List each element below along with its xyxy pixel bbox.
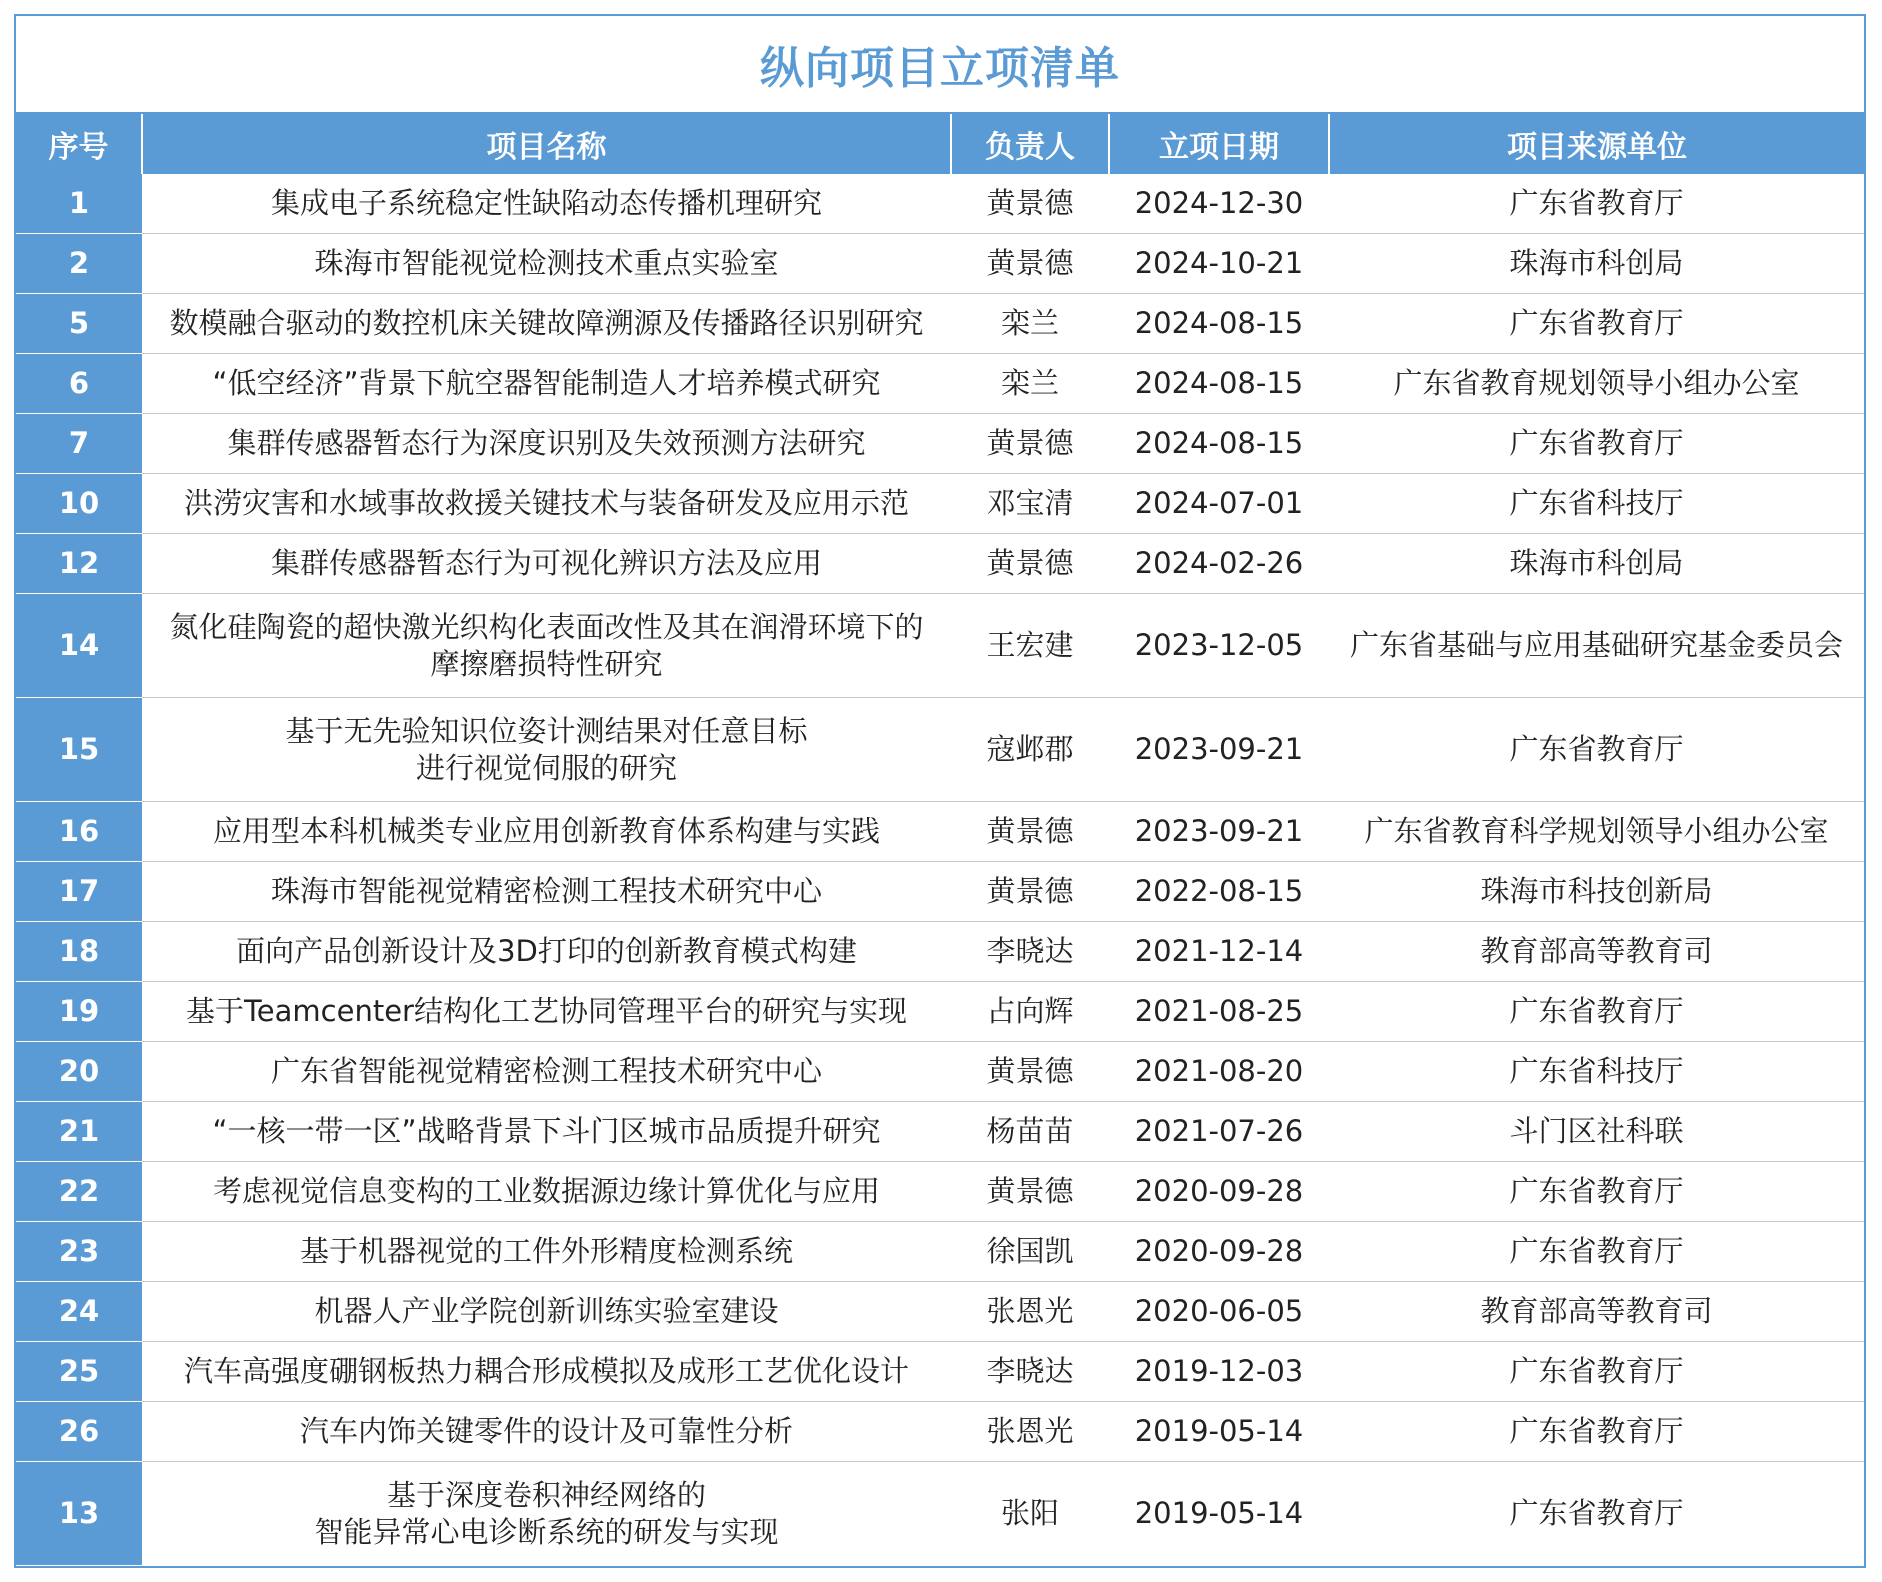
project-name-text: 机器人产业学院创新训练实验室建设 xyxy=(314,1294,779,1329)
column-header-date: 立项日期 xyxy=(1109,114,1329,174)
table-row xyxy=(16,234,1864,294)
project-table xyxy=(16,114,1864,1565)
project-source: 广东省教育厅 xyxy=(1329,1162,1864,1222)
row-index: 26 xyxy=(16,1402,142,1462)
project-name-text: 数模融合驱动的数控机床关键故障溯源及传播路径识别研究 xyxy=(169,306,924,341)
project-name-text: 应用型本科机械类专业应用创新教育体系构建与实践 xyxy=(212,814,880,849)
project-name xyxy=(142,1462,951,1566)
project-name xyxy=(142,534,951,594)
project-lead: 寇邺郡 xyxy=(951,698,1109,802)
project-name xyxy=(142,982,951,1042)
project-name-text: 珠海市智能视觉精密检测工程技术研究中心 xyxy=(270,874,822,909)
project-source: 珠海市科创局 xyxy=(1329,234,1864,294)
project-lead: 黄景德 xyxy=(951,234,1109,294)
row-index: 10 xyxy=(16,474,142,534)
row-index: 25 xyxy=(16,1342,142,1402)
project-lead: 李晓达 xyxy=(951,922,1109,982)
project-source: 广东省教育厅 xyxy=(1329,174,1864,234)
project-lead: 占向辉 xyxy=(951,982,1109,1042)
project-lead: 黄景德 xyxy=(951,1162,1109,1222)
table-row xyxy=(16,802,1864,862)
project-date: 2024-07-01 xyxy=(1109,474,1329,534)
project-source: 广东省教育厅 xyxy=(1509,1496,1684,1531)
row-index: 14 xyxy=(16,594,142,698)
project-lead: 黄景德 xyxy=(951,1042,1109,1102)
page-title: 纵向项目立项清单 xyxy=(760,43,1120,94)
project-name xyxy=(142,698,951,802)
project-lead: 王宏建 xyxy=(951,594,1109,698)
project-source: 教育部高等教育司 xyxy=(1329,1282,1864,1342)
table-header xyxy=(16,114,1864,174)
project-name xyxy=(142,1222,951,1282)
project-date: 2019-05-14 xyxy=(1109,1402,1329,1462)
project-date: 2021-08-25 xyxy=(1109,982,1329,1042)
project-lead: 栾兰 xyxy=(951,294,1109,354)
table-row xyxy=(16,862,1864,922)
row-index: 6 xyxy=(16,354,142,414)
table-body xyxy=(16,174,1864,1565)
project-name xyxy=(142,1282,951,1342)
row-index: 15 xyxy=(16,698,142,802)
project-name-text: 基于机器视觉的工件外形精度检测系统 xyxy=(299,1234,793,1269)
row-index: 2 xyxy=(16,234,142,294)
table-row xyxy=(16,534,1864,594)
project-lead: 邓宝清 xyxy=(951,474,1109,534)
table-row xyxy=(16,922,1864,982)
project-source: 珠海市科技创新局 xyxy=(1329,862,1864,922)
table-row xyxy=(16,1222,1864,1282)
table-row xyxy=(16,414,1864,474)
project-lead: 徐国凯 xyxy=(951,1222,1109,1282)
project-name xyxy=(142,294,951,354)
project-source: 广东省教育厅 xyxy=(1329,414,1864,474)
table-row xyxy=(16,1102,1864,1162)
project-source: 广东省教育厅 xyxy=(1329,294,1864,354)
table-row xyxy=(16,474,1864,534)
project-date: 2022-08-15 xyxy=(1109,862,1329,922)
project-name-text: 集成电子系统稳定性缺陷动态传播机理研究 xyxy=(270,186,822,221)
project-source: 教育部高等教育司 xyxy=(1329,922,1864,982)
project-source: 广东省科技厅 xyxy=(1329,474,1864,534)
project-name-text: “低空经济”背景下航空器智能制造人才培养模式研究 xyxy=(212,366,881,401)
project-date: 2019-12-03 xyxy=(1109,1342,1329,1402)
row-index: 22 xyxy=(16,1162,142,1222)
project-name-text: 集群传感器暂态行为深度识别及失效预测方法研究 xyxy=(227,426,866,461)
project-name xyxy=(142,1042,951,1102)
project-lead: 张阳 xyxy=(1000,1496,1059,1531)
project-name-text: 面向产品创新设计及3D打印的创新教育模式构建 xyxy=(236,934,857,969)
project-lead: 栾兰 xyxy=(951,354,1109,414)
project-lead: 杨苗苗 xyxy=(951,1102,1109,1162)
project-source: 广东省教育厅 xyxy=(1329,982,1864,1042)
project-date: 2024-08-15 xyxy=(1109,354,1329,414)
project-name xyxy=(142,1102,951,1162)
column-header-lead: 负责人 xyxy=(951,114,1109,174)
row-index: 17 xyxy=(16,862,142,922)
table-row xyxy=(16,354,1864,414)
project-name xyxy=(142,174,951,234)
row-index: 13 xyxy=(16,1462,142,1566)
project-date: 2021-08-20 xyxy=(1109,1042,1329,1102)
project-source: 广东省教育厅 xyxy=(1329,698,1864,802)
project-name-text: 洪涝灾害和水域事故救援关键技术与装备研发及应用示范 xyxy=(183,486,909,521)
table-row xyxy=(16,1462,1864,1566)
column-header-index: 序号 xyxy=(16,114,142,174)
project-name-text: 考虑视觉信息变构的工业数据源边缘计算优化与应用 xyxy=(212,1174,880,1209)
project-source: 斗门区社科联 xyxy=(1329,1102,1864,1162)
project-name-text: 基于无先验知识位姿计测结果对任意目标 进行视觉伺服的研究 xyxy=(285,714,808,785)
project-name-text: 集群传感器暂态行为可视化辨识方法及应用 xyxy=(270,546,822,581)
project-name-text: 汽车高强度硼钢板热力耦合形成模拟及成形工艺优化设计 xyxy=(183,1354,909,1389)
row-index: 5 xyxy=(16,294,142,354)
project-source: 广东省教育厅 xyxy=(1329,1402,1864,1462)
project-lead: 张恩光 xyxy=(951,1402,1109,1462)
project-date: 2021-12-14 xyxy=(1109,922,1329,982)
table-row xyxy=(16,698,1864,802)
column-header-source: 项目来源单位 xyxy=(1329,114,1864,174)
project-source: 广东省教育规划领导小组办公室 xyxy=(1329,354,1864,414)
project-lead: 黄景德 xyxy=(951,802,1109,862)
title-bar xyxy=(16,16,1864,114)
table-row xyxy=(16,294,1864,354)
project-date: 2023-09-21 xyxy=(1109,802,1329,862)
table-row xyxy=(16,174,1864,234)
project-date: 2021-07-26 xyxy=(1109,1102,1329,1162)
project-source: 广东省教育厅 xyxy=(1329,1222,1864,1282)
row-index: 24 xyxy=(16,1282,142,1342)
project-name xyxy=(142,1402,951,1462)
project-name xyxy=(142,1162,951,1222)
project-name-text: 汽车内饰关键零件的设计及可靠性分析 xyxy=(299,1414,793,1449)
project-name xyxy=(142,802,951,862)
project-name xyxy=(142,862,951,922)
row-index: 19 xyxy=(16,982,142,1042)
project-source: 广东省教育科学规划领导小组办公室 xyxy=(1329,802,1864,862)
row-index: 12 xyxy=(16,534,142,594)
project-date: 2019-05-14 xyxy=(1134,1496,1304,1531)
project-name-text: 广东省智能视觉精密检测工程技术研究中心 xyxy=(270,1054,822,1089)
column-header-name: 项目名称 xyxy=(142,114,951,174)
project-name-text: 氮化硅陶瓷的超快激光织构化表面改性及其在润滑环境下的 摩擦磨损特性研究 xyxy=(169,610,924,681)
project-lead: 黄景德 xyxy=(951,414,1109,474)
row-index: 23 xyxy=(16,1222,142,1282)
project-name-text: “一核一带一区”战略背景下斗门区城市品质提升研究 xyxy=(212,1114,881,1149)
project-date: 2024-10-21 xyxy=(1109,234,1329,294)
project-source: 广东省科技厅 xyxy=(1329,1042,1864,1102)
row-index: 16 xyxy=(16,802,142,862)
project-name xyxy=(142,1342,951,1402)
project-name xyxy=(142,354,951,414)
project-name xyxy=(142,474,951,534)
project-lead: 张恩光 xyxy=(951,1282,1109,1342)
project-name xyxy=(142,234,951,294)
project-date: 2023-12-05 xyxy=(1109,594,1329,698)
project-name xyxy=(142,594,951,698)
row-index: 21 xyxy=(16,1102,142,1162)
project-name-text: 基于Teamcenter结构化工艺协同管理平台的研究与实现 xyxy=(186,994,907,1029)
project-name-text: 基于深度卷积神经网络的 智能异常心电诊断系统的研发与实现 xyxy=(314,1478,779,1549)
table-row xyxy=(16,1162,1864,1222)
project-name xyxy=(142,414,951,474)
project-date: 2020-09-28 xyxy=(1109,1222,1329,1282)
project-date: 2020-09-28 xyxy=(1109,1162,1329,1222)
project-date: 2024-02-26 xyxy=(1109,534,1329,594)
project-lead: 黄景德 xyxy=(951,534,1109,594)
project-date: 2023-09-21 xyxy=(1109,698,1329,802)
project-name-text: 珠海市智能视觉检测技术重点实验室 xyxy=(314,246,779,281)
project-source: 广东省基础与应用基础研究基金委员会 xyxy=(1329,594,1864,698)
project-lead: 黄景德 xyxy=(951,174,1109,234)
project-name xyxy=(142,922,951,982)
table-row xyxy=(16,1402,1864,1462)
row-index: 20 xyxy=(16,1042,142,1102)
project-date: 2020-06-05 xyxy=(1109,1282,1329,1342)
project-lead: 李晓达 xyxy=(951,1342,1109,1402)
project-list-sheet xyxy=(14,14,1866,1568)
project-date: 2024-08-15 xyxy=(1109,414,1329,474)
row-index: 7 xyxy=(16,414,142,474)
project-source: 广东省教育厅 xyxy=(1329,1342,1864,1402)
project-date: 2024-12-30 xyxy=(1109,174,1329,234)
project-source: 珠海市科创局 xyxy=(1329,534,1864,594)
row-index: 1 xyxy=(16,174,142,234)
project-lead: 黄景德 xyxy=(951,862,1109,922)
row-index: 18 xyxy=(16,922,142,982)
header-row xyxy=(16,114,1864,174)
table-row xyxy=(16,1282,1864,1342)
project-date: 2024-08-15 xyxy=(1109,294,1329,354)
table-row xyxy=(16,982,1864,1042)
table-row xyxy=(16,1042,1864,1102)
table-row xyxy=(16,594,1864,698)
table-row xyxy=(16,1342,1864,1402)
